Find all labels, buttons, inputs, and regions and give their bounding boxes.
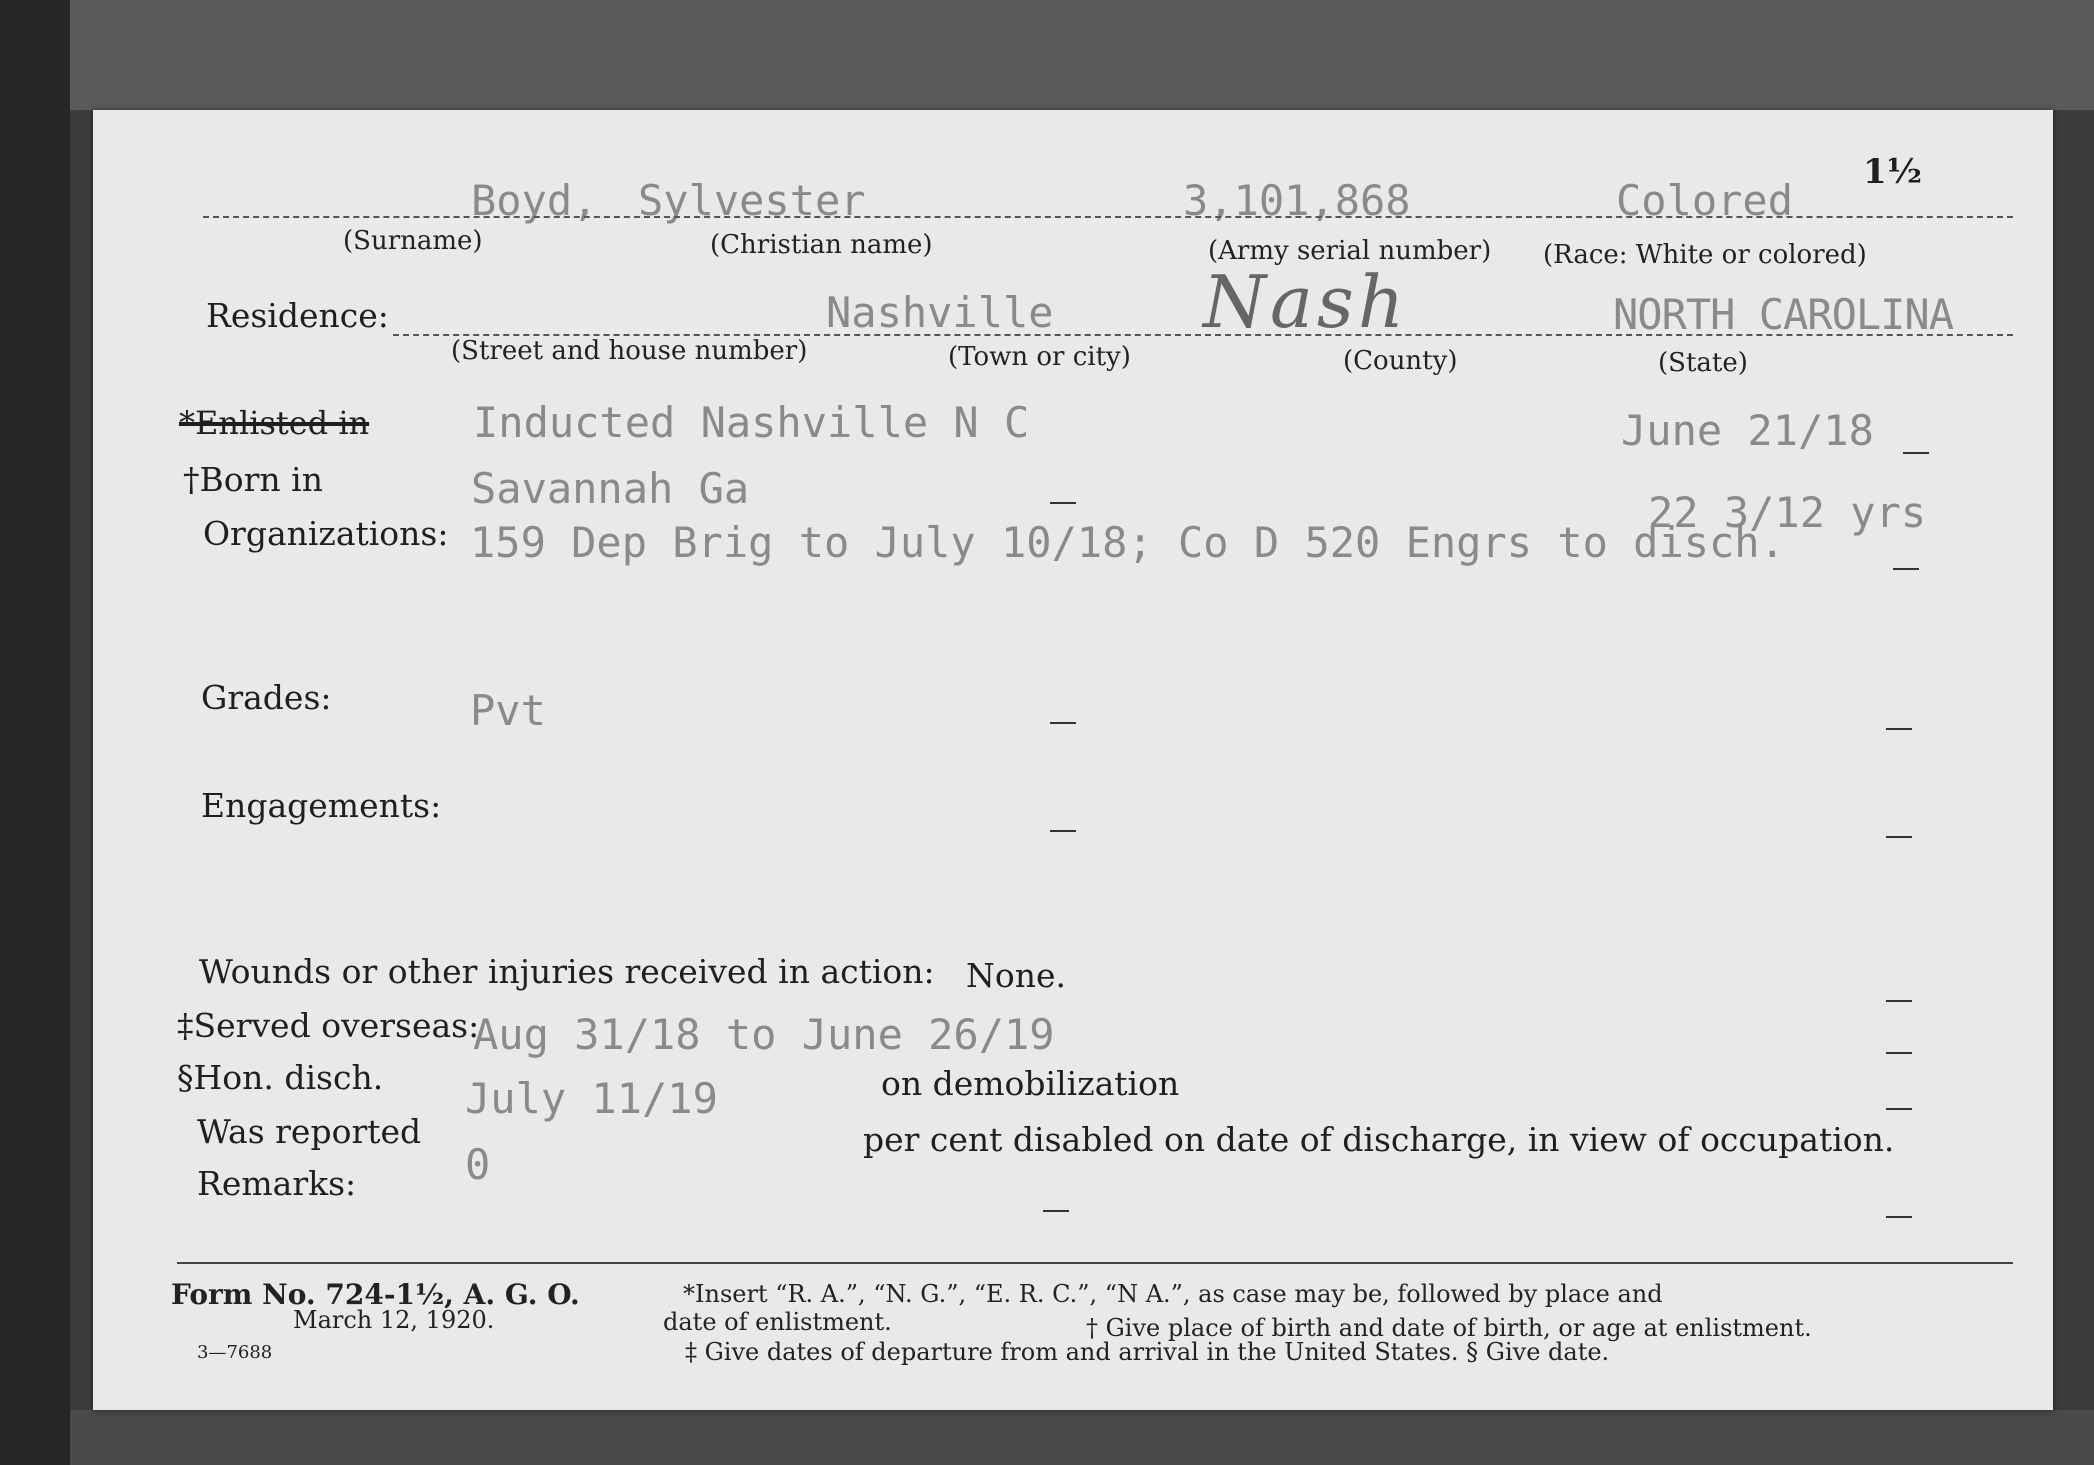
engagements-dash-middle [1050,830,1076,832]
residence-label: Residence: [206,296,389,335]
state-value: NORTH CAROLINA [1613,290,1954,339]
footer-rule [177,1262,2013,1264]
corner-mark: 1½ [1863,152,1923,192]
surname-label: (Surname) [343,226,483,256]
header-dotted-line [203,216,2013,218]
grades-dash-right [1886,728,1912,730]
serial-number-label: (Army serial number) [1208,236,1492,266]
form-date: March 12, 1920. [293,1306,495,1334]
service-record-card [93,110,2053,1410]
honorable-discharge-label: §Hon. disch. [177,1058,384,1097]
footnote-line-3: ‡ Give dates of departure from and arrival in the United States. § Give date. [685,1338,1610,1366]
discharge-note: on demobilization [881,1064,1180,1103]
scanner-edge-left [0,0,70,1465]
wounds-label: Wounds or other injuries received in action: [199,952,935,991]
served-overseas-label: ‡Served overseas: [177,1006,480,1045]
remarks-dash-middle [1043,1210,1069,1212]
race-value: Colored [1616,176,1794,225]
enlisted-label: *Enlisted in [179,404,370,442]
born-dash [1050,502,1076,504]
enlisted-value: Inducted Nashville N C [473,398,1030,447]
grades-label: Grades: [201,678,332,717]
serial-number-value: 3,101,868 [1183,176,1411,225]
was-reported-label: Was reported [197,1112,422,1151]
engagements-label: Engagements: [201,786,442,825]
overseas-dash [1886,1052,1912,1054]
christian-name-value: Sylvester [638,176,866,225]
street-label: (Street and house number) [451,336,808,366]
wounds-value: None. [966,956,1067,995]
christian-name-label: (Christian name) [710,230,933,260]
footnote-line-1: *Insert “R. A.”, “N. G.”, “E. R. C.”, “N A.”, as case may be, followed by place and [683,1280,1663,1308]
form-number: Form No. 724-1½, A. G. O. [171,1278,580,1311]
born-age: 22 3/12 yrs [1648,488,1927,537]
remarks-dash-right [1886,1216,1912,1218]
grades-value: Pvt [470,686,546,735]
discharge-date-value: July 11/19 [465,1074,718,1123]
born-label: †Born in [183,460,323,499]
disability-note: per cent disabled on date of discharge, in view of occupation. [863,1120,1895,1159]
organizations-label: Organizations: [203,514,449,553]
disability-percent-value: 0 [465,1140,491,1189]
scanner-background-top [70,0,2094,110]
state-label: (State) [1658,348,1748,378]
print-code: 3—7688 [197,1342,273,1363]
town-label: (Town or city) [948,342,1131,372]
footnote-line-2a: date of enlistment. [663,1308,892,1336]
grades-dash-middle [1050,722,1076,724]
discharge-dash [1886,1108,1912,1110]
remarks-label: Remarks: [197,1164,357,1203]
race-label: (Race: White or colored) [1543,240,1867,270]
engagements-dash-right [1886,836,1912,838]
footnote-line-2b: † Give place of birth and date of birth, or age at enlistment. [1086,1314,1812,1342]
born-value: Savannah Ga [471,464,750,513]
organizations-value: 159 Dep Brig to July 10/18; Co D 520 Engrs to disch. [470,518,1785,567]
town-value: Nashville [826,288,1054,337]
enlisted-date-dash [1903,452,1929,454]
enlisted-date: June 21/18 [1621,406,1874,455]
surname-value: Boyd, [471,176,598,225]
wounds-dash [1886,1000,1912,1002]
county-value: Nash [1203,260,1409,344]
county-label: (County) [1343,346,1458,376]
organizations-dash [1893,568,1919,570]
served-overseas-value: Aug 31/18 to June 26/19 [473,1010,1055,1059]
scanner-background-bottom [70,1410,2094,1465]
